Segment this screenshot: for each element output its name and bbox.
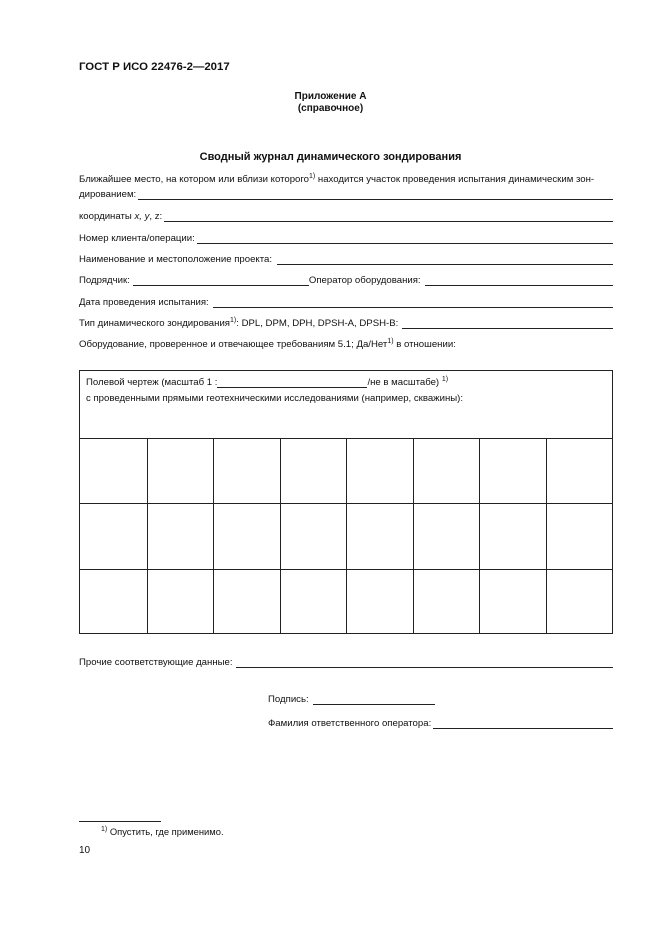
project-field[interactable] (277, 256, 613, 265)
grid-cell[interactable] (546, 438, 613, 503)
grid-cell[interactable] (213, 503, 280, 568)
grid-cell[interactable] (80, 503, 147, 568)
nearest-place-label: Ближайшее место, на котором или вблизи которого$^{1)}$ находится участок проведения испытания динамическим зон- (79, 173, 595, 185)
equipment-line (79, 339, 613, 350)
client-label: Номер клиента/операции: (79, 233, 195, 244)
nearest-place-field-line (79, 189, 613, 200)
grid-cell[interactable] (479, 438, 546, 503)
grid-cell[interactable] (413, 503, 480, 568)
field-drawing-line (86, 377, 448, 388)
probe-type-label: Тип динамического зондирования$^{1)}$: DPL, DPM, DPH, DPSH-A, DPSH-B: (79, 317, 399, 329)
field-drawing-desc: с проведенными прямыми геотехническими исследованиями (например, скважины): (86, 393, 464, 404)
test-date-label: Дата проведения испытания: (79, 297, 209, 308)
grid-cell[interactable] (213, 569, 280, 634)
grid-cell[interactable] (346, 503, 413, 568)
operator-field[interactable] (425, 277, 613, 286)
footnote-rule (79, 821, 161, 822)
coordinates-field[interactable] (164, 213, 613, 222)
grid-cell[interactable] (546, 503, 613, 568)
grid-cell[interactable] (413, 438, 480, 503)
grid-cell[interactable] (479, 503, 546, 568)
footnote: $^{1)}$ Опустить, где применимо. (101, 826, 224, 837)
grid-cell[interactable] (346, 569, 413, 634)
grid-cell[interactable] (80, 438, 147, 503)
nearest-place-line (79, 174, 613, 185)
nearest-place-label-cont: дированием: (79, 189, 137, 200)
operator-name-field[interactable] (433, 720, 613, 729)
contractor-label: Подрядчик: (79, 275, 130, 286)
page-number: 10 (79, 845, 91, 856)
grid-cell[interactable] (80, 569, 147, 634)
other-data-field[interactable] (236, 659, 613, 668)
project-label: Наименование и местоположение проекта: (79, 254, 273, 265)
test-date-field[interactable] (213, 299, 613, 308)
grid-cell[interactable] (147, 438, 214, 503)
signature-label: Подпись: (268, 694, 309, 705)
equipment-label: Оборудование, проверенное и отвечающее требованиям 5.1; Да/Нет$^{1)}$ в отношении: (79, 338, 456, 350)
grid-cell[interactable] (413, 569, 480, 634)
probe-type-line (79, 318, 613, 329)
signature-line (268, 694, 435, 705)
operator-label: Оператор оборудования: (308, 275, 421, 286)
operator-name-label: Фамилия ответственного оператора: (268, 718, 432, 729)
grid-cell[interactable] (280, 438, 347, 503)
coordinates-line (79, 211, 613, 222)
test-date-line (79, 297, 613, 308)
project-line (79, 254, 613, 265)
contractor-field[interactable] (133, 277, 309, 286)
appendix-subtitle: (справочное) (297, 103, 364, 114)
grid-cell[interactable] (546, 569, 613, 634)
grid-cell[interactable] (280, 569, 347, 634)
grid-cell[interactable] (346, 438, 413, 503)
form-title: Сводный журнал динамического зондирования (199, 151, 462, 163)
grid-cell[interactable] (479, 569, 546, 634)
contractor-line (79, 275, 613, 286)
appendix-title: Приложение А (294, 91, 367, 102)
drawing-grid (80, 438, 612, 634)
grid-cell[interactable] (213, 438, 280, 503)
client-field[interactable] (197, 235, 613, 244)
field-drawing-scale-label: /не в масштабе) $^{1)}$ (367, 376, 449, 388)
other-data-line (79, 657, 613, 668)
grid-cell[interactable] (147, 503, 214, 568)
field-drawing-box (79, 370, 613, 634)
signature-field[interactable] (313, 696, 435, 705)
grid-cell[interactable] (280, 503, 347, 568)
field-drawing-label: Полевой чертеж (масштаб 1 : (86, 377, 218, 388)
scale-field[interactable] (217, 379, 367, 388)
nearest-place-field[interactable] (138, 191, 613, 200)
document-header: ГОСТ Р ИСО 22476-2—2017 (79, 61, 230, 73)
grid-cell[interactable] (147, 569, 214, 634)
probe-type-field[interactable] (402, 320, 613, 329)
client-line (79, 233, 613, 244)
other-data-label: Прочие соответствующие данные: (79, 657, 233, 668)
operator-name-line (268, 718, 613, 729)
coordinates-label: координаты x, y, z: (79, 211, 163, 222)
